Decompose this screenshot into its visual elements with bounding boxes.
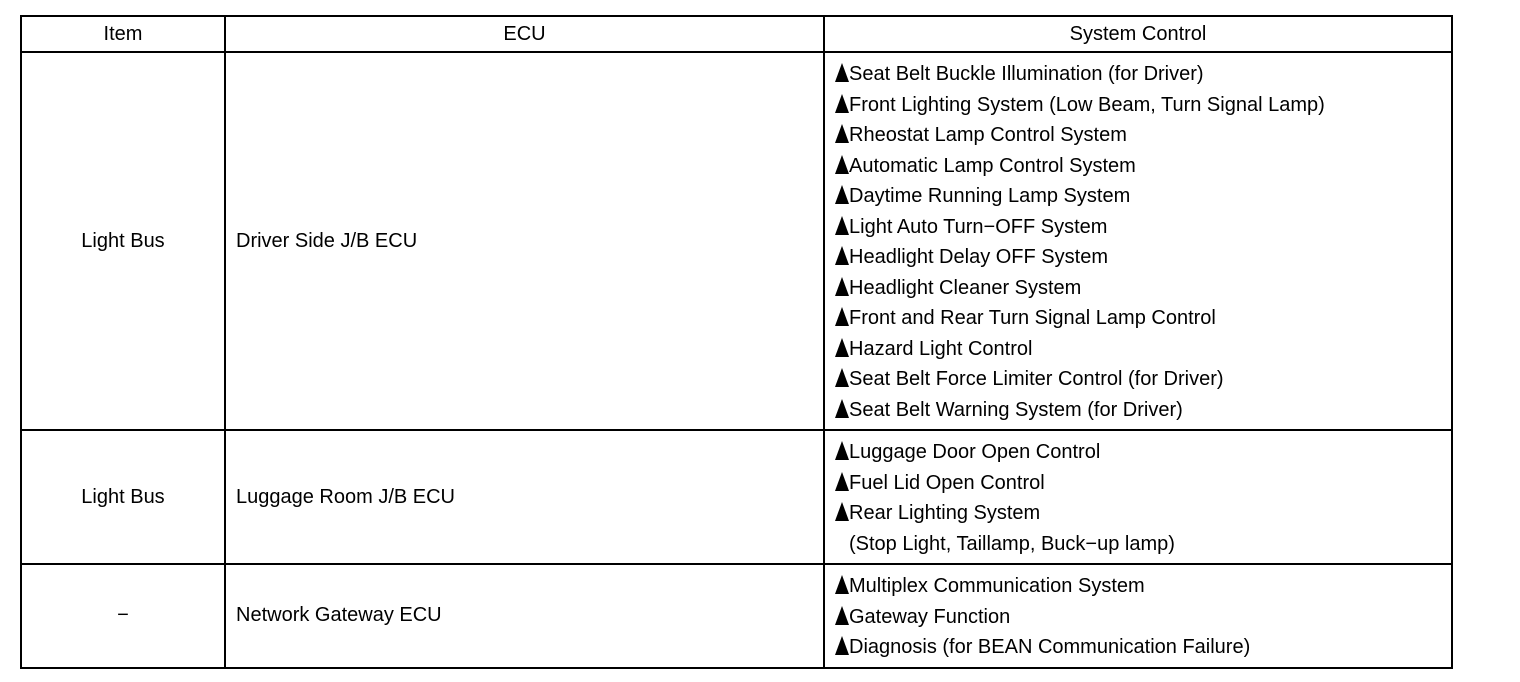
- item-cell: Light Bus: [21, 52, 225, 430]
- system-item: [835, 90, 1451, 121]
- system-item-label: Rear Lighting System: [849, 502, 1041, 524]
- header-row: [21, 16, 1452, 52]
- system-item: [835, 437, 1451, 468]
- system-item: [835, 181, 1451, 212]
- header-item: Item: [21, 16, 225, 52]
- system-item-label: Gateway Function: [849, 605, 1011, 628]
- triangle-bullet-icon: [835, 216, 849, 235]
- system-item-label: Multiplex Communication System: [849, 575, 1145, 597]
- triangle-bullet-icon: [835, 338, 849, 357]
- system-item-label: Diagnosis (for BEAN Communication Failure): [849, 636, 1251, 658]
- item-cell: −: [21, 564, 225, 668]
- system-item-label: Front Lighting System (Low Beam, Turn Signal Lamp): [849, 93, 1325, 116]
- system-item: [835, 571, 1451, 602]
- header-ecu: ECU: [225, 16, 824, 52]
- system-item: [835, 59, 1451, 90]
- system-control-cell: [824, 52, 1452, 430]
- system-item-label: Rheostat Lamp Control System: [849, 124, 1127, 146]
- system-item-label: Headlight Delay OFF System: [849, 246, 1108, 268]
- system-item-label: Daytime Running Lamp System: [849, 185, 1131, 207]
- system-item: [835, 303, 1451, 334]
- triangle-bullet-icon: [835, 307, 849, 326]
- system-item-label: Front and Rear Turn Signal Lamp Control: [849, 307, 1216, 329]
- system-item-label: Hazard Light Control: [849, 337, 1033, 360]
- triangle-bullet-icon: [835, 575, 849, 594]
- triangle-bullet-icon: [835, 246, 849, 265]
- system-item-label: Luggage Door Open Control: [849, 441, 1101, 463]
- triangle-bullet-icon: [835, 606, 849, 625]
- system-item-label: Light Auto Turn−OFF System: [849, 215, 1108, 238]
- ecu-cell: Network Gateway ECU: [225, 564, 824, 668]
- system-item: [835, 212, 1451, 243]
- system-item: [835, 468, 1451, 499]
- triangle-bullet-icon: [835, 472, 849, 491]
- triangle-bullet-icon: [835, 124, 849, 143]
- system-control-cell: [824, 430, 1452, 564]
- system-item: [835, 602, 1451, 633]
- system-item: [835, 498, 1451, 529]
- triangle-bullet-icon: [835, 636, 849, 655]
- ecu-system-table: [20, 15, 1453, 669]
- system-item-continuation: [835, 529, 1451, 560]
- system-control-cell: [824, 564, 1452, 668]
- header-system-control: System Control: [824, 16, 1452, 52]
- triangle-bullet-icon: [835, 277, 849, 296]
- system-item-label: Fuel Lid Open Control: [849, 471, 1045, 494]
- triangle-bullet-icon: [835, 94, 849, 113]
- system-item: [835, 395, 1451, 426]
- table-row: [21, 430, 1452, 564]
- triangle-bullet-icon: [835, 399, 849, 418]
- table-row: [21, 564, 1452, 668]
- system-item-label: Seat Belt Warning System (for Driver): [849, 398, 1183, 421]
- triangle-bullet-icon: [835, 441, 849, 460]
- system-item: [835, 151, 1451, 182]
- system-item: [835, 120, 1451, 151]
- system-item-label: Headlight Cleaner System: [849, 276, 1082, 299]
- system-item-label: Automatic Lamp Control System: [849, 154, 1136, 177]
- system-item: [835, 273, 1451, 304]
- triangle-bullet-icon: [835, 185, 849, 204]
- system-item-label: Seat Belt Force Limiter Control (for Driver): [849, 368, 1224, 390]
- triangle-bullet-icon: [835, 155, 849, 174]
- triangle-bullet-icon: [835, 368, 849, 387]
- table-row: [21, 52, 1452, 430]
- system-item-label: (Stop Light, Taillamp, Buck−up lamp): [849, 532, 1175, 555]
- system-item: [835, 334, 1451, 365]
- system-item: [835, 242, 1451, 273]
- triangle-bullet-icon: [835, 63, 849, 82]
- ecu-cell: Driver Side J/B ECU: [225, 52, 824, 430]
- system-item-label: Seat Belt Buckle Illumination (for Driver): [849, 63, 1204, 85]
- system-item: [835, 632, 1451, 663]
- triangle-bullet-icon: [835, 502, 849, 521]
- item-cell: Light Bus: [21, 430, 225, 564]
- ecu-cell: Luggage Room J/B ECU: [225, 430, 824, 564]
- system-item: [835, 364, 1451, 395]
